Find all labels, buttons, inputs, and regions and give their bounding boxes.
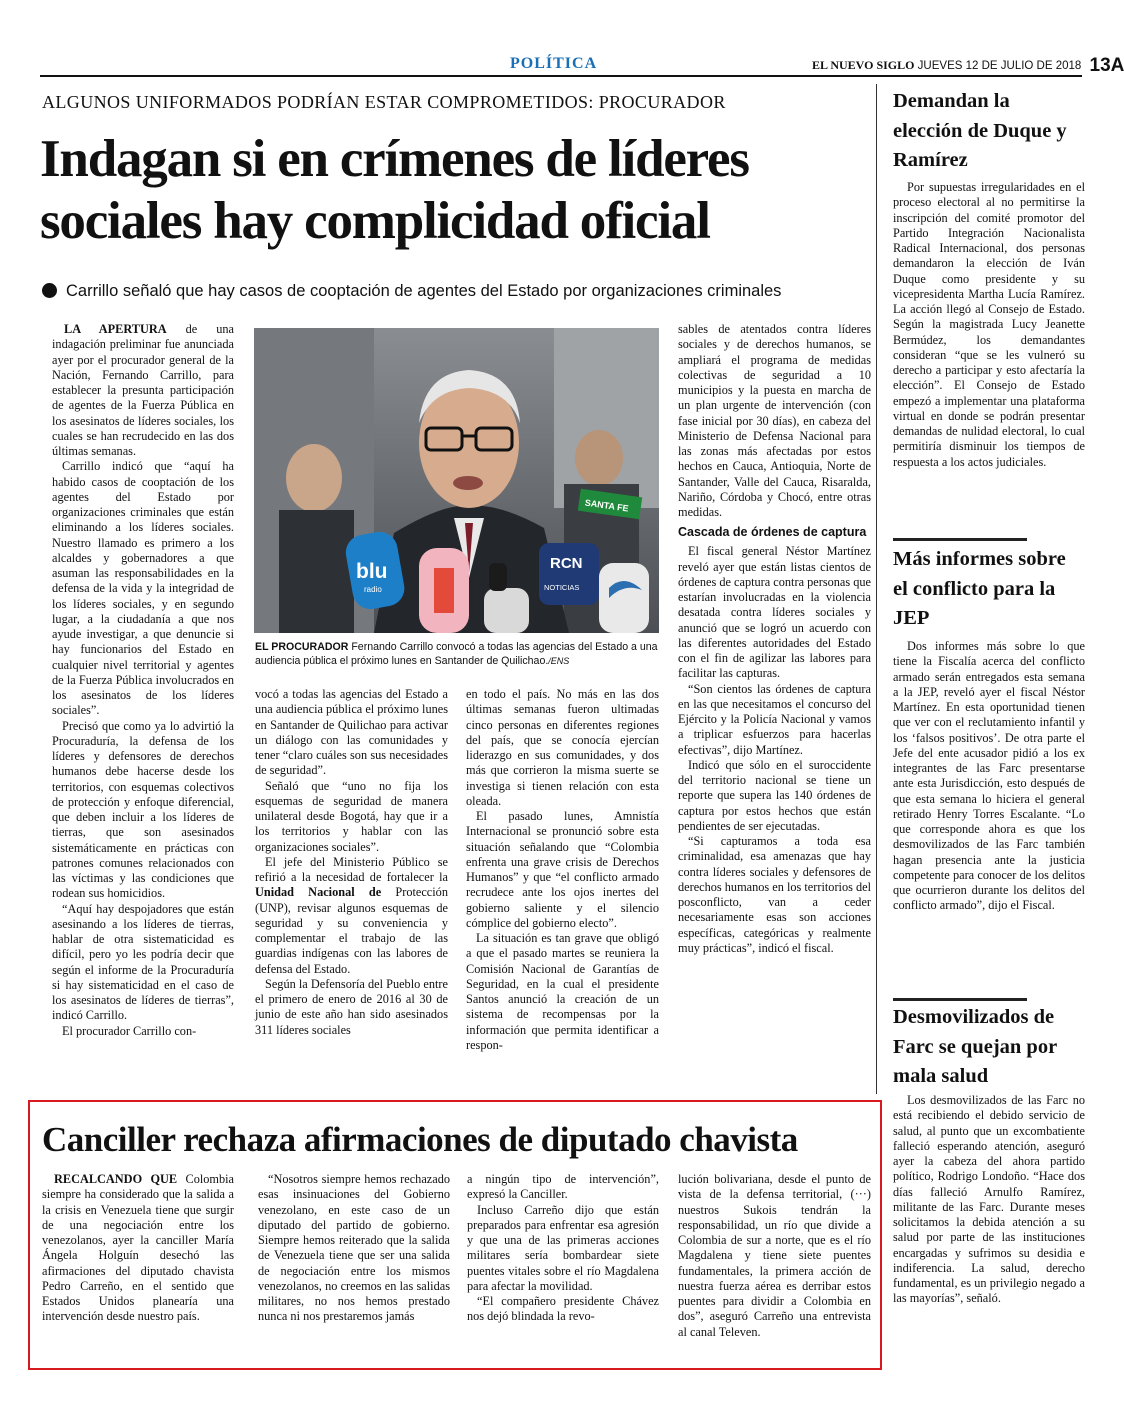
sidebar-divider <box>893 998 1027 1001</box>
sidebar-headline-3: Desmovilizados de Farc se quejan por mala salud <box>893 1006 1057 1087</box>
paragraph: vocó a todas las agencias del Estado a una audiencia pública el próximo lunes en Santander de Quilichao para activar un diálogo con las comunidades y tener “claro cuáles son sus necesidades de seguridad”. <box>255 687 448 778</box>
paragraph-text: de una indagación preliminar fue anunciada ayer por el procurador general de la Nación, Fernando Carrillo, para establecer la presunta participación de agentes de la Fuerza Pública en los asesinatos de líderes sociales, los cuales se han recrudecido en las dos últimas semanas. <box>52 322 234 458</box>
paragraph: Señaló que “uno no fija los esquemas de seguridad de manera unilateral desde Bogotá, hay que ir a los territorios y hablar con las organizaciones sociales”. <box>255 778 448 854</box>
paragraph-text: Colombia siempre ha considerado que la salida a la crisis en Venezuela tiene que surgir de una negociación entre los venezolanos, ayer la canciller María Ángela Holguín desechó las afirmaciones del diputado chavista Pedro Carreño, en el sentido que Estados Unidos planearía una intervención desde nuestro país. <box>42 1172 234 1324</box>
main-headline: Indagan si en crímenes de líderes sociales hay complicidad oficial <box>40 130 749 250</box>
photo-caption <box>255 641 660 668</box>
sidebar-headline-1: Demandan la elección de Duque y Ramírez <box>893 90 1067 171</box>
paragraph: “Aquí hay despojadores que están asesinando a los líderes de tierras, hablar de otra sistematicidad es difícil, pero yo les podría decir que según el informe de la Procuraduría si hay sistematicidad en el caso de los asesinatos de líderes de tierras”, indicó Carrillo. <box>52 901 234 1023</box>
box-column-1 <box>42 1172 234 1325</box>
mic-logo-blu: blu <box>356 560 388 583</box>
paragraph <box>52 322 234 459</box>
main-column-4 <box>678 322 871 956</box>
paragraph: Precisó que como ya lo advirtió la Procuraduría, la defensa de los líderes y defensores de derechos humanos debe hacerse desde los territorios, con esquemas colectivos de protección y enfoque diferencial, que deben incluir a los líderes de tierras, que son asesinados sistemáticamente en prácticas con patrones comunes relacionados con las víctimas y las condiciones que rodean sus homicidios. <box>52 718 234 901</box>
box-headline: Canciller rechaza afirmaciones de diputado chavista <box>42 1120 798 1159</box>
paragraph: “Si capturamos a toda esa criminalidad, esa amenazas que hay contra líderes sociales y defensores de derechos humanos en los territorios del posconflicto, van a ceder necesariamente esas son acciones específicas, categóricas y realmente muy prácticas”, indicó el fiscal. <box>678 834 871 955</box>
paragraph: Los desmovilizados de las Farc no está recibiendo el debido servicio de salud, al punto que un excombatiente falleció esperando atención, aseguró ayer la cabeza del ahora partido político, Rodrigo Londoño. “Hace dos días falleció Arnulfo Ramírez, militante de las Farc. Durante meses solicitamos la debida atención a su salud por parte de las instituciones encargadas y sufrimos su desidia e indiferencia. La salud, derecho fundamental, es un privilegio negado a las mayorías”, señaló. <box>893 1093 1085 1306</box>
subheading: Cascada de órdenes de captura <box>678 525 867 540</box>
box-column-2 <box>258 1172 450 1325</box>
box-column-3 <box>467 1172 659 1325</box>
procurador-photo <box>254 328 659 633</box>
mic-logo-rcn-sub: NOTICIAS <box>544 583 580 592</box>
publication-date: JUEVES 12 DE JULIO DE 2018 <box>917 60 1082 72</box>
paragraph: “El compañero presidente Chávez nos dejó blindada la revo- <box>467 1294 659 1324</box>
sidebar-story-3 <box>893 1093 1085 1307</box>
paragraph: Incluso Carreño dijo que están preparados para enfrentar esa agresión y que una de las primeras acciones militares sería bombardear siete puentes vitales sobre el río Magdalena para afectar la movilidad. <box>467 1202 659 1293</box>
page-header-info <box>812 53 1124 75</box>
paragraph: “Nosotros siempre hemos rechazado esas insinuaciones del Gobierno venezolano, en este caso de un diputado del partido de gobierno. Siempre hemos reiterado que la salida de Venezuela tiene que ser una salida de negociación entre los mismos venezolanos, no creemos en las salidas militares, no nos hemos prestado nunca ni nos prestaremos jamás <box>258 1172 450 1324</box>
sidebar-headline-2: Más informes sobre el conflicto para la JEP <box>893 548 1066 629</box>
header-rule <box>40 75 1082 77</box>
lead-in: RECALCANDO QUE <box>54 1172 178 1186</box>
main-kicker: ALGUNOS UNIFORMADOS PODRÍAN ESTAR COMPROMETIDOS: PROCURADOR <box>42 92 726 112</box>
main-column-2 <box>255 687 448 1038</box>
sidebar-divider <box>893 538 1027 541</box>
paragraph: Carrillo indicó que “aquí ha habido casos de cooptación de los agentes del Estado por organizaciones criminales que están eliminando a los líderes sociales. Nuestro llamado es primero a los alcaldes y gobernadores a que asuman las responsabilidades en la defensa de la vida y la integridad de los líderes sociales, y en segundo lugar, a la ciudadanía a que nos ayude investigar, a que denuncie si hay funcionarios del Estado en cualquier nivel territorial y agentes de la Fuerza Pública involucrados en los asesinatos de los líderes sociales”. <box>52 459 234 718</box>
page-number: 13A <box>1089 55 1124 76</box>
paragraph: Indicó que sólo en el suroccidente del territorio nacional se tiene un reporte que supera las 140 órdenes de captura por estos hechos que están pendientes de ser ejecutadas. <box>678 757 871 833</box>
sidebar-story-2 <box>893 639 1085 914</box>
mic-logo-santafe: SANTA FE <box>584 497 630 514</box>
summary-text: Carrillo señaló que hay casos de cooptación de agentes del Estado por organizaciones criminales <box>66 282 782 300</box>
paragraph: sables de atentados contra líderes sociales y de derechos humanos, se ampliará el programa de medidas colectivas de seguridad a 10 municipios y la puesta en marcha de un plan urgente de intervención (con fase inicial por 30 días), en cabeza del Ministerio de Defensa Nacional para las zonas más afectadas por estos hechos en Cauca, Antioquia, Norte de Santander, Valle del Cauca, Risaralda, Nariño, Córdoba y Chocó, entre otras medidas. <box>678 322 871 519</box>
publication-name: EL NUEVO SIGLO <box>812 58 915 72</box>
column-divider <box>876 84 877 1094</box>
paragraph-text: Protección (UNP), revisar algunos esquemas de seguridad y su conveniencia y complementar el trabajo de las guardias indígenas con las labores de defensa del Estado. <box>255 885 448 976</box>
paragraph <box>255 855 448 977</box>
sidebar-story-1 <box>893 180 1085 470</box>
main-column-3 <box>466 687 659 1053</box>
paragraph: El pasado lunes, Amnistía Internacional se pronunció sobre esta situación señalando que “Colombia enfrenta una grave crisis de Derechos Humanos” y que “el conflicto armado recrudece ante los ojos inertes del gobierno saliente y el silencio cómplice del gobierno electo”. <box>466 809 659 930</box>
lead-in: LA APERTURA <box>64 322 167 336</box>
paragraph: El procurador Carrillo con- <box>62 1023 197 1038</box>
paragraph: lución bolivariana, desde el punto de vista de la defensa territorial, (···) nuestros Sukois tendrán la responsabilidad, un río que divide a Colombia de sur a norte, que es el río Magdalena y tiene siete puentes fundamentales, la primera acción de nuestra fuerza aérea es derribar estos puentes para dividir a Colombia en dos”, aseguró Carreño una entrevista al canal Televen. <box>678 1172 871 1339</box>
paragraph: en todo el país. No más en las dos últimas semanas fueron ultimadas cinco personas en diferentes regiones del país, que se conocía ejercían liderazgo en sus comunidades, y dos más que corrieron la misma suerte se investiga si tienen relación con esta oleada. <box>466 687 659 808</box>
main-summary <box>42 282 781 301</box>
paragraph: Por supuestas irregularidades en el proceso electoral al no permitirse la inscripción del comité promotor del Partido Integración Nacionalista Radical Internacional, dos personas demandaron la elección de Iván Duque como presidente y su vicepresidenta Martha Lucía Ramírez. La acción llegó al Consejo de Estado. Según la magistrada Lucy Jeanette Bermúdez, los demandantes consideran “que se les vulneró su derecho a participar y esto afectaría la elección”. El Consejo de Estado empezó a implementar una plataforma virtual en donde se podrán presentar demandas de nulidad electoral, lo cual permitiría disminuir los tiempos de respuesta a los actos judiciales. <box>893 180 1085 469</box>
paragraph <box>42 1172 234 1325</box>
paragraph: Dos informes más sobre lo que tiene la Fiscalía acerca del conflicto armado serán entregados esta semana a la JEP, reveló ayer el fiscal Néstor Martínez. En esta oportunidad tienen que ver con el reclutamiento infantil y los ‘falsos positivos’. De otra parte el Jefe del ente acusador pidió a los ex integrantes de las Farc presentarse ante esta Jurisdicción, esto después de que esta semana lo hiciera el general retirado Henry Torres Escalante. “Lo que corresponde ahora es que los desmovilizados de las Farc también hagan presencia ante la justicia competente para conocer de los delitos que ocurrieron durante los delitos del conflicto armado”, dijo el Fiscal. <box>893 639 1085 913</box>
box-column-4 <box>678 1172 871 1340</box>
paragraph: a ningún tipo de intervención”, expresó la Canciller. <box>467 1172 659 1202</box>
paragraph: El fiscal general Néstor Martínez reveló ayer que están listas cientos de órdenes de captura contra personas que estarían involucradas en la violencia desatada contra líderes sociales y anunció que se logró un acuerdo con las diferentes autoridades del Estado con el fin de agilizar las labores para facilitar las capturas. <box>678 544 871 681</box>
paragraph: Según la Defensoría del Pueblo entre el primero de enero de 2016 al 30 de junio de este año han sido asesinados 311 líderes sociales <box>255 976 448 1037</box>
caption-text: Fernando Carrillo convocó a todas las agencias del Estado a una audiencia pública el próximo lunes en Santander de Quilichao. <box>255 641 658 667</box>
photo-credit: /ENS <box>548 655 570 666</box>
paragraph: La situación es tan grave que obligó a que el pasado martes se reuniera la Comisión Nacional de Garantías de Seguridad, en la cual el presidente Santos anunció la creación de un sistema de recompensas por la información que permita identificar a respon- <box>466 931 659 1052</box>
bold-text: Unidad Nacional de <box>255 885 382 900</box>
main-column-1 <box>52 322 234 1039</box>
caption-lead: EL PROCURADOR <box>255 641 349 653</box>
mic-logo-blu-sub: radio <box>364 585 382 594</box>
bullet-icon <box>42 283 57 298</box>
mic-logo-rcn: RCN <box>550 555 583 572</box>
paragraph-text: El jefe del Ministerio Público se refirió a la necesidad de fortalecer la <box>255 854 448 884</box>
section-label: POLÍTICA <box>510 55 598 72</box>
paragraph: “Son cientos las órdenes de captura en las que necesitamos el concurso del Ejército y la Policía Nacional y vamos a triplicar esfuerzos para hacerlas efectivas”, dijo Martínez. <box>678 681 871 757</box>
